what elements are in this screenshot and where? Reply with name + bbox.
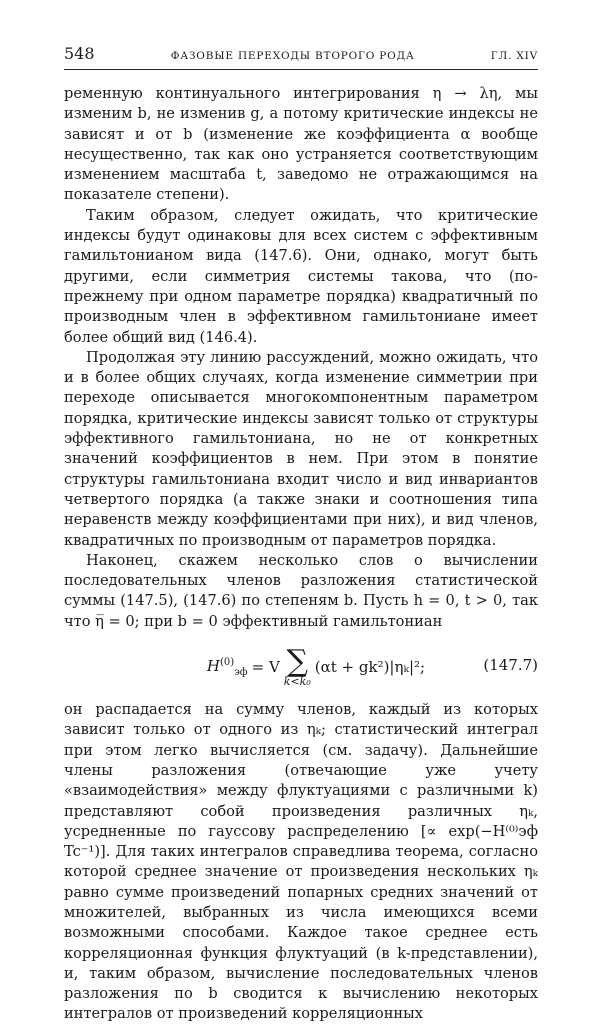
paragraph-general-cases: Продолжая эту линию рассуждений, можно ожидать, что и в более общих случаях, когда изменение симметрии при переходе описывается многокомпонентным параметром порядка, критические индексы зависят только от структуры эффективного гамильтониана, но не от конкретных значений коэффициентов в нем. При этом в понятие структуры гамильтониана входит число и вид инвариантов четвертого порядка (а также знаки и соотношения типа неравенств между коэффициентами при них), и вид членов, квадратичных по производным от параметров порядка. — [64, 348, 538, 549]
summation-sign: ∑ — [286, 643, 308, 679]
equation-lhs-symbol: H — [206, 656, 221, 675]
page-number: 548 — [64, 44, 95, 63]
running-title: ФАЗОВЫЕ ПЕРЕХОДЫ ВТОРОГО РОДА — [170, 50, 415, 62]
equation-factor: = V — [251, 658, 280, 677]
running-header — [64, 44, 538, 70]
summation-range: k<k₀ — [283, 674, 311, 688]
equation-lhs-superscript: (0) — [220, 656, 235, 668]
paragraph-gaussian: он распадается на сумму членов, каждый из которых зависит только от одного из ηₖ; статистический интеграл при этом легко вычисляется (см. задачу). Дальнейшие члены разложения (отвечающие уже учету «взаимодействия» между флуктуациями с различными k) представляют собой произведения различных ηₖ, усредненные по гауссову распределению [∝ exp(−H⁽⁰⁾эф Tc⁻¹)]. Для таких интегралов справедлива теорема, согласно которой среднее значение от произведения нескольких ηₖ равно сумме произведений попарных средних значений от множителей, выбранных из числа имеющихся всеми возможными способами. Каждое такое среднее есть корреляционная функция флуктуаций (в k-представлении), и, таким образом, вычисление последовательных членов разложения по b сводится к вычислению некоторых интегралов от произведений корреляционных — [64, 701, 538, 1023]
equation-formula — [206, 643, 426, 688]
equation-summand: (αt + gk²)|ηₖ|²; — [314, 658, 426, 677]
equation-number: (147.7) — [483, 656, 538, 675]
paragraph-expansion: Наконец, скажем несколько слов о вычислении последовательных членов разложения статистической суммы (147.5), (147.6) по степеням b. Пусть h = 0, t > 0, так что η̅ = 0; при b = 0 эффективный гамильтониан — [64, 551, 538, 630]
paragraph-critical-indices: Таким образом, следует ожидать, что критические индексы будут одинаковы для всех систем с эффективным гамильтонианом вида (147.6). Они, однако, могут быть другими, если симметрия системы такова, что (по-прежнему при одном параметре порядка) квадратичный по производным член в эффективном гамильтониане имеет более общий вид (146.4). — [64, 206, 538, 346]
summation — [283, 643, 311, 688]
equation-lhs — [207, 657, 248, 678]
equation-lhs-subscript: эф — [234, 666, 248, 678]
paragraph-continued: ременную континуального интегрирования η → λη, мы изменим b, не изменив g, а потому критические индексы не зависят и от b (изменение же коэффициента α вообще несущественно, так как оно устраняется соответствующим изменением масштаба t, заведомо не отражающимся на показателе степени). — [64, 85, 538, 204]
equation-147-7 — [64, 634, 538, 700]
chapter-label: ГЛ. XIV — [490, 50, 538, 62]
